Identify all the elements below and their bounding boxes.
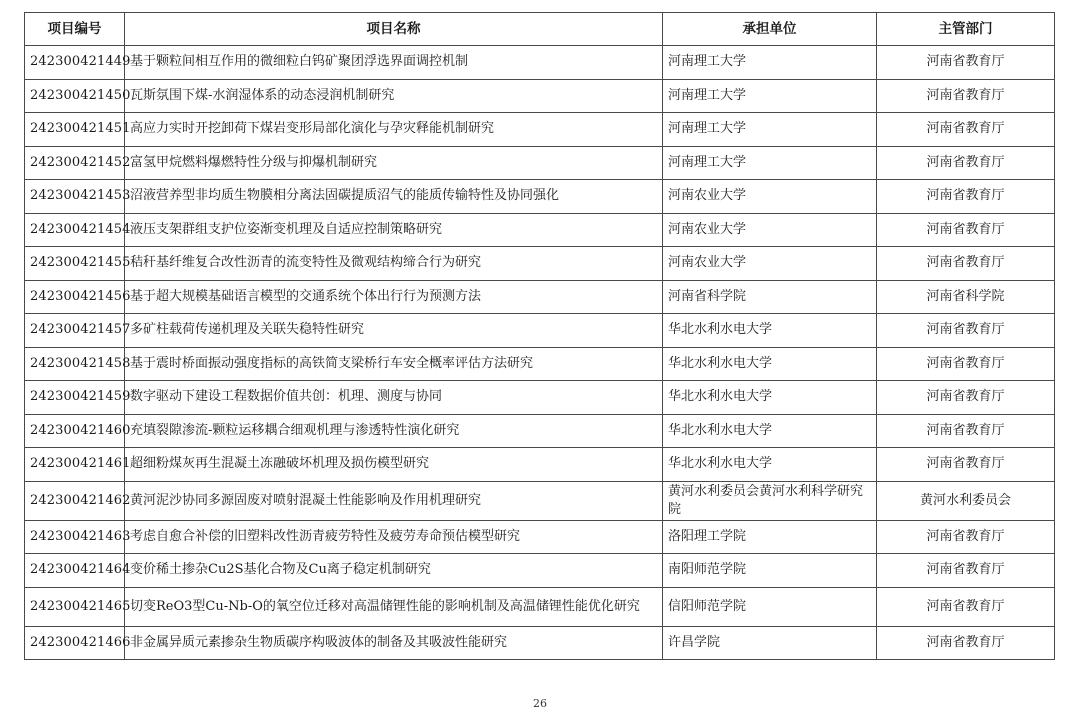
cell-supervising-dept: 河南省教育厅 <box>877 414 1055 448</box>
cell-project-name: 高应力实时开挖卸荷下煤岩变形局部化演化与孕灾释能机制研究 <box>125 113 663 147</box>
cell-supervising-dept: 河南省科学院 <box>877 280 1055 314</box>
cell-project-id: 242300421450 <box>25 79 125 113</box>
table-row <box>25 520 1055 554</box>
cell-undertaking-unit: 河南理工大学 <box>663 146 877 180</box>
cell-project-id: 242300421465 <box>25 587 125 626</box>
cell-supervising-dept: 河南省教育厅 <box>877 347 1055 381</box>
cell-project-id: 242300421453 <box>25 180 125 214</box>
cell-supervising-dept: 河南省教育厅 <box>877 79 1055 113</box>
cell-project-id: 242300421464 <box>25 554 125 588</box>
cell-undertaking-unit: 黄河水利委员会黄河水利科学研究院 <box>663 481 877 520</box>
page-number: 26 <box>533 697 547 710</box>
cell-supervising-dept: 河南省教育厅 <box>877 587 1055 626</box>
table-row <box>25 79 1055 113</box>
table-row <box>25 554 1055 588</box>
cell-undertaking-unit: 河南理工大学 <box>663 79 877 113</box>
cell-supervising-dept: 河南省教育厅 <box>877 520 1055 554</box>
cell-project-id: 242300421463 <box>25 520 125 554</box>
cell-supervising-dept: 河南省教育厅 <box>877 314 1055 348</box>
cell-undertaking-unit: 河南农业大学 <box>663 180 877 214</box>
cell-project-name: 多矿柱载荷传递机理及关联失稳特性研究 <box>125 314 663 348</box>
cell-undertaking-unit: 信阳师范学院 <box>663 587 877 626</box>
cell-project-name: 瓦斯氛围下煤-水润湿体系的动态浸润机制研究 <box>125 79 663 113</box>
cell-project-id: 242300421449 <box>25 46 125 80</box>
cell-project-id: 242300421459 <box>25 381 125 415</box>
cell-undertaking-unit: 华北水利水电大学 <box>663 448 877 482</box>
table-body <box>25 46 1055 660</box>
table-row <box>25 381 1055 415</box>
cell-undertaking-unit: 华北水利水电大学 <box>663 381 877 415</box>
cell-project-id: 242300421452 <box>25 146 125 180</box>
cell-project-name: 沼液营养型非均质生物膜相分离法固碳提质沼气的能质传输特性及协同强化 <box>125 180 663 214</box>
cell-project-name: 基于超大规模基础语言模型的交通系统个体出行行为预测方法 <box>125 280 663 314</box>
cell-project-name: 液压支架群组支护位姿渐变机理及自适应控制策略研究 <box>125 213 663 247</box>
cell-undertaking-unit: 华北水利水电大学 <box>663 314 877 348</box>
cell-project-name: 富氢甲烷燃料爆燃特性分级与抑爆机制研究 <box>125 146 663 180</box>
table-row <box>25 587 1055 626</box>
projects-table <box>24 12 1055 660</box>
table-row <box>25 46 1055 80</box>
cell-supervising-dept: 河南省教育厅 <box>877 381 1055 415</box>
cell-undertaking-unit: 河南省科学院 <box>663 280 877 314</box>
table-row <box>25 280 1055 314</box>
cell-project-name: 黄河泥沙协同多源固废对喷射混凝土性能影响及作用机理研究 <box>125 481 663 520</box>
cell-undertaking-unit: 河南农业大学 <box>663 247 877 281</box>
header-project-name: 项目名称 <box>125 13 663 46</box>
cell-project-id: 242300421462 <box>25 481 125 520</box>
cell-project-id: 242300421454 <box>25 213 125 247</box>
table-row <box>25 481 1055 520</box>
cell-supervising-dept: 河南省教育厅 <box>877 180 1055 214</box>
cell-project-name: 非金属异质元素掺杂生物质碳序构吸波体的制备及其吸波性能研究 <box>125 626 663 660</box>
cell-project-name: 考虑自愈合补偿的旧塑料改性沥青疲劳特性及疲劳寿命预估模型研究 <box>125 520 663 554</box>
cell-project-name: 数字驱动下建设工程数据价值共创：机理、测度与协同 <box>125 381 663 415</box>
table-row <box>25 113 1055 147</box>
cell-supervising-dept: 河南省教育厅 <box>877 247 1055 281</box>
cell-project-id: 242300421455 <box>25 247 125 281</box>
cell-project-name: 基于颗粒间相互作用的微细粒白钨矿聚团浮选界面调控机制 <box>125 46 663 80</box>
cell-supervising-dept: 河南省教育厅 <box>877 554 1055 588</box>
cell-project-name: 基于震时桥面振动强度指标的高铁简支梁桥行车安全概率评估方法研究 <box>125 347 663 381</box>
cell-supervising-dept: 河南省教育厅 <box>877 113 1055 147</box>
table-row <box>25 626 1055 660</box>
table-row <box>25 347 1055 381</box>
cell-supervising-dept: 河南省教育厅 <box>877 448 1055 482</box>
cell-project-id: 242300421461 <box>25 448 125 482</box>
cell-undertaking-unit: 洛阳理工学院 <box>663 520 877 554</box>
header-undertaking-unit: 承担单位 <box>663 13 877 46</box>
cell-undertaking-unit: 许昌学院 <box>663 626 877 660</box>
cell-undertaking-unit: 华北水利水电大学 <box>663 347 877 381</box>
table-row <box>25 247 1055 281</box>
cell-supervising-dept: 黄河水利委员会 <box>877 481 1055 520</box>
cell-undertaking-unit: 河南理工大学 <box>663 46 877 80</box>
table-row <box>25 448 1055 482</box>
cell-project-id: 242300421466 <box>25 626 125 660</box>
cell-undertaking-unit: 河南理工大学 <box>663 113 877 147</box>
cell-supervising-dept: 河南省教育厅 <box>877 46 1055 80</box>
table-row <box>25 314 1055 348</box>
table-row <box>25 146 1055 180</box>
cell-undertaking-unit: 南阳师范学院 <box>663 554 877 588</box>
table-row <box>25 180 1055 214</box>
table-header-row <box>25 13 1055 46</box>
cell-project-name: 切变ReO3型Cu-Nb-O的氧空位迁移对高温储锂性能的影响机制及高温储锂性能优化研究 <box>125 587 663 626</box>
header-supervising-dept: 主管部门 <box>877 13 1055 46</box>
cell-undertaking-unit: 华北水利水电大学 <box>663 414 877 448</box>
cell-project-name: 充填裂隙渗流-颗粒运移耦合细观机理与渗透特性演化研究 <box>125 414 663 448</box>
cell-project-id: 242300421460 <box>25 414 125 448</box>
cell-supervising-dept: 河南省教育厅 <box>877 213 1055 247</box>
cell-supervising-dept: 河南省教育厅 <box>877 626 1055 660</box>
header-project-id: 项目编号 <box>25 13 125 46</box>
cell-project-name: 变价稀土掺杂Cu2S基化合物及Cu离子稳定机制研究 <box>125 554 663 588</box>
cell-project-id: 242300421457 <box>25 314 125 348</box>
cell-project-id: 242300421458 <box>25 347 125 381</box>
table-row <box>25 414 1055 448</box>
cell-project-name: 超细粉煤灰再生混凝土冻融破坏机理及损伤模型研究 <box>125 448 663 482</box>
table-row <box>25 213 1055 247</box>
cell-project-id: 242300421451 <box>25 113 125 147</box>
cell-project-id: 242300421456 <box>25 280 125 314</box>
cell-project-name: 秸秆基纤维复合改性沥青的流变特性及微观结构缔合行为研究 <box>125 247 663 281</box>
cell-undertaking-unit: 河南农业大学 <box>663 213 877 247</box>
cell-supervising-dept: 河南省教育厅 <box>877 146 1055 180</box>
